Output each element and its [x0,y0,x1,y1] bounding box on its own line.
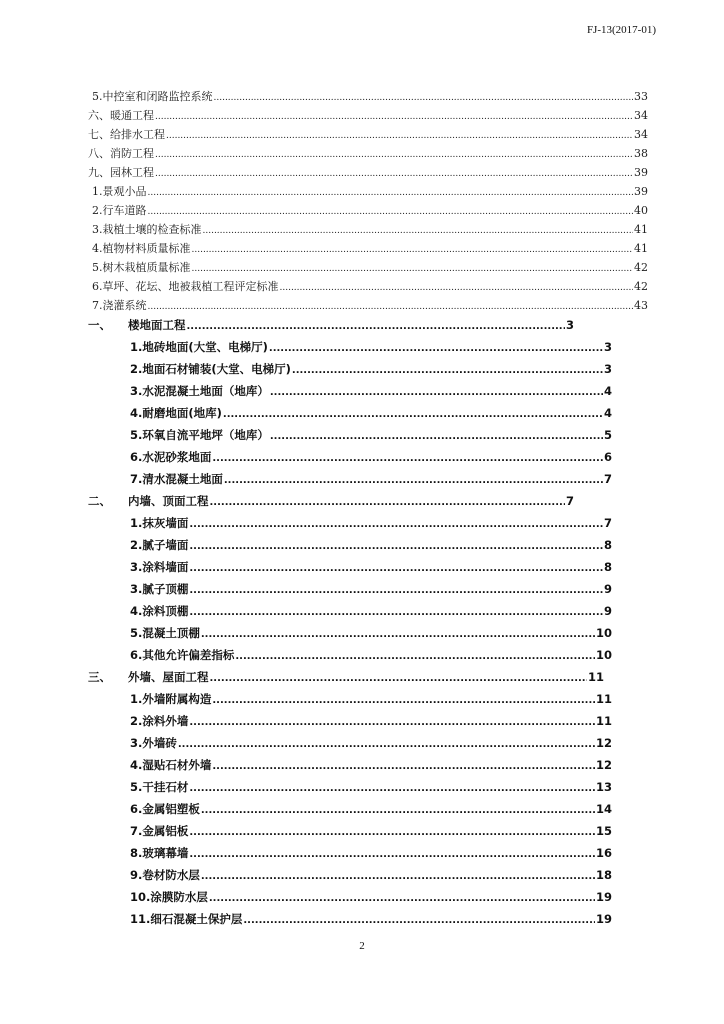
toc-entry[interactable]: 5.中控室和闭路监控系统 ..... 33 [92,88,648,104]
toc-entry[interactable]: 4.涂料顶棚 ..... 9 [130,603,612,619]
toc-entry[interactable]: 3.外墙砖 ..... 12 [130,735,612,751]
toc-entry[interactable]: 3.栽植土壤的检查标准 ..... 41 [92,221,648,237]
toc-entry[interactable]: 6.金属铝塑板 ..... 14 [130,801,612,817]
toc-entry[interactable]: 3.腻子顶棚 ..... 9 [130,581,612,597]
toc-chapter[interactable]: 一、 楼地面工程 ..... 3 [88,317,574,333]
page-number: 2 [359,940,365,952]
toc-entry[interactable]: 1.抹灰墙面 ..... 7 [130,515,612,531]
toc-entry[interactable]: 9.卷材防水层 ..... 18 [130,867,612,883]
toc-entry[interactable]: 1.地砖地面(大堂、电梯厅) ..... 3 [130,339,612,355]
toc-entry[interactable]: 6.草坪、花坛、地被栽植工程评定标准 ..... 42 [92,278,648,294]
toc-entry[interactable]: 七、 给排水工程 ..... 34 [88,126,648,142]
toc-entry[interactable]: 1.外墙附属构造 ..... 11 [130,691,612,707]
toc-entry[interactable]: 7.清水混凝土地面 ..... 7 [130,471,612,487]
toc-entry[interactable]: 6.水泥砂浆地面 ..... 6 [130,449,612,465]
toc-chapter[interactable]: 三、 外墙、屋面工程 ..... 11 [88,669,604,685]
toc-entry[interactable]: 2.腻子墙面 ..... 8 [130,537,612,553]
toc-entry[interactable]: 九、 园林工程 ..... 39 [88,164,648,180]
toc-entry[interactable]: 5.环氧自流平地坪（地库） ..... 5 [130,427,612,443]
toc-entry[interactable]: 六、 暖通工程 ..... 34 [88,107,648,123]
toc-entry[interactable]: 10.涂膜防水层 ..... 19 [130,889,612,905]
document-code: FJ-13(2017-01) [586,24,656,36]
toc-entry[interactable]: 3.水泥混凝土地面（地库） ..... 4 [130,383,612,399]
toc-entry[interactable]: 8.玻璃幕墙 ..... 16 [130,845,612,861]
toc-entry[interactable]: 4.湿贴石材外墙 ..... 12 [130,757,612,773]
toc-entry[interactable]: 5.混凝土顶棚 ..... 10 [130,625,612,641]
toc-entry[interactable]: 4.耐磨地面(地库) ..... 4 [130,405,612,421]
toc-entry[interactable]: 八、 消防工程 ..... 38 [88,145,648,161]
toc-entry[interactable]: 4.植物材料质量标准 ..... 41 [92,240,648,256]
toc-entry[interactable]: 2.涂料外墙 ..... 11 [130,713,612,729]
toc-entry[interactable]: 11.细石混凝土保护层 ..... 19 [130,911,612,927]
toc-entry[interactable]: 7.金属铝板 ..... 15 [130,823,612,839]
toc-entry[interactable]: 5.干挂石材 ..... 13 [130,779,612,795]
toc-chapter[interactable]: 二、 内墙、顶面工程 ..... 7 [88,493,574,509]
toc-entry[interactable]: 7.浇灌系统 ..... 43 [92,297,648,313]
toc-entry[interactable]: 6.其他允许偏差指标 ..... 10 [130,647,612,663]
toc-entry[interactable]: 5.树木栽植质量标准 ..... 42 [92,259,648,275]
toc-entry[interactable]: 2.行车道路 ..... 40 [92,202,648,218]
toc-entry[interactable]: 1.景观小品 ..... 39 [92,183,648,199]
toc-entry[interactable]: 3.涂料墙面 ..... 8 [130,559,612,575]
toc-entry[interactable]: 2.地面石材铺装(大堂、电梯厅) ..... 3 [130,361,612,377]
